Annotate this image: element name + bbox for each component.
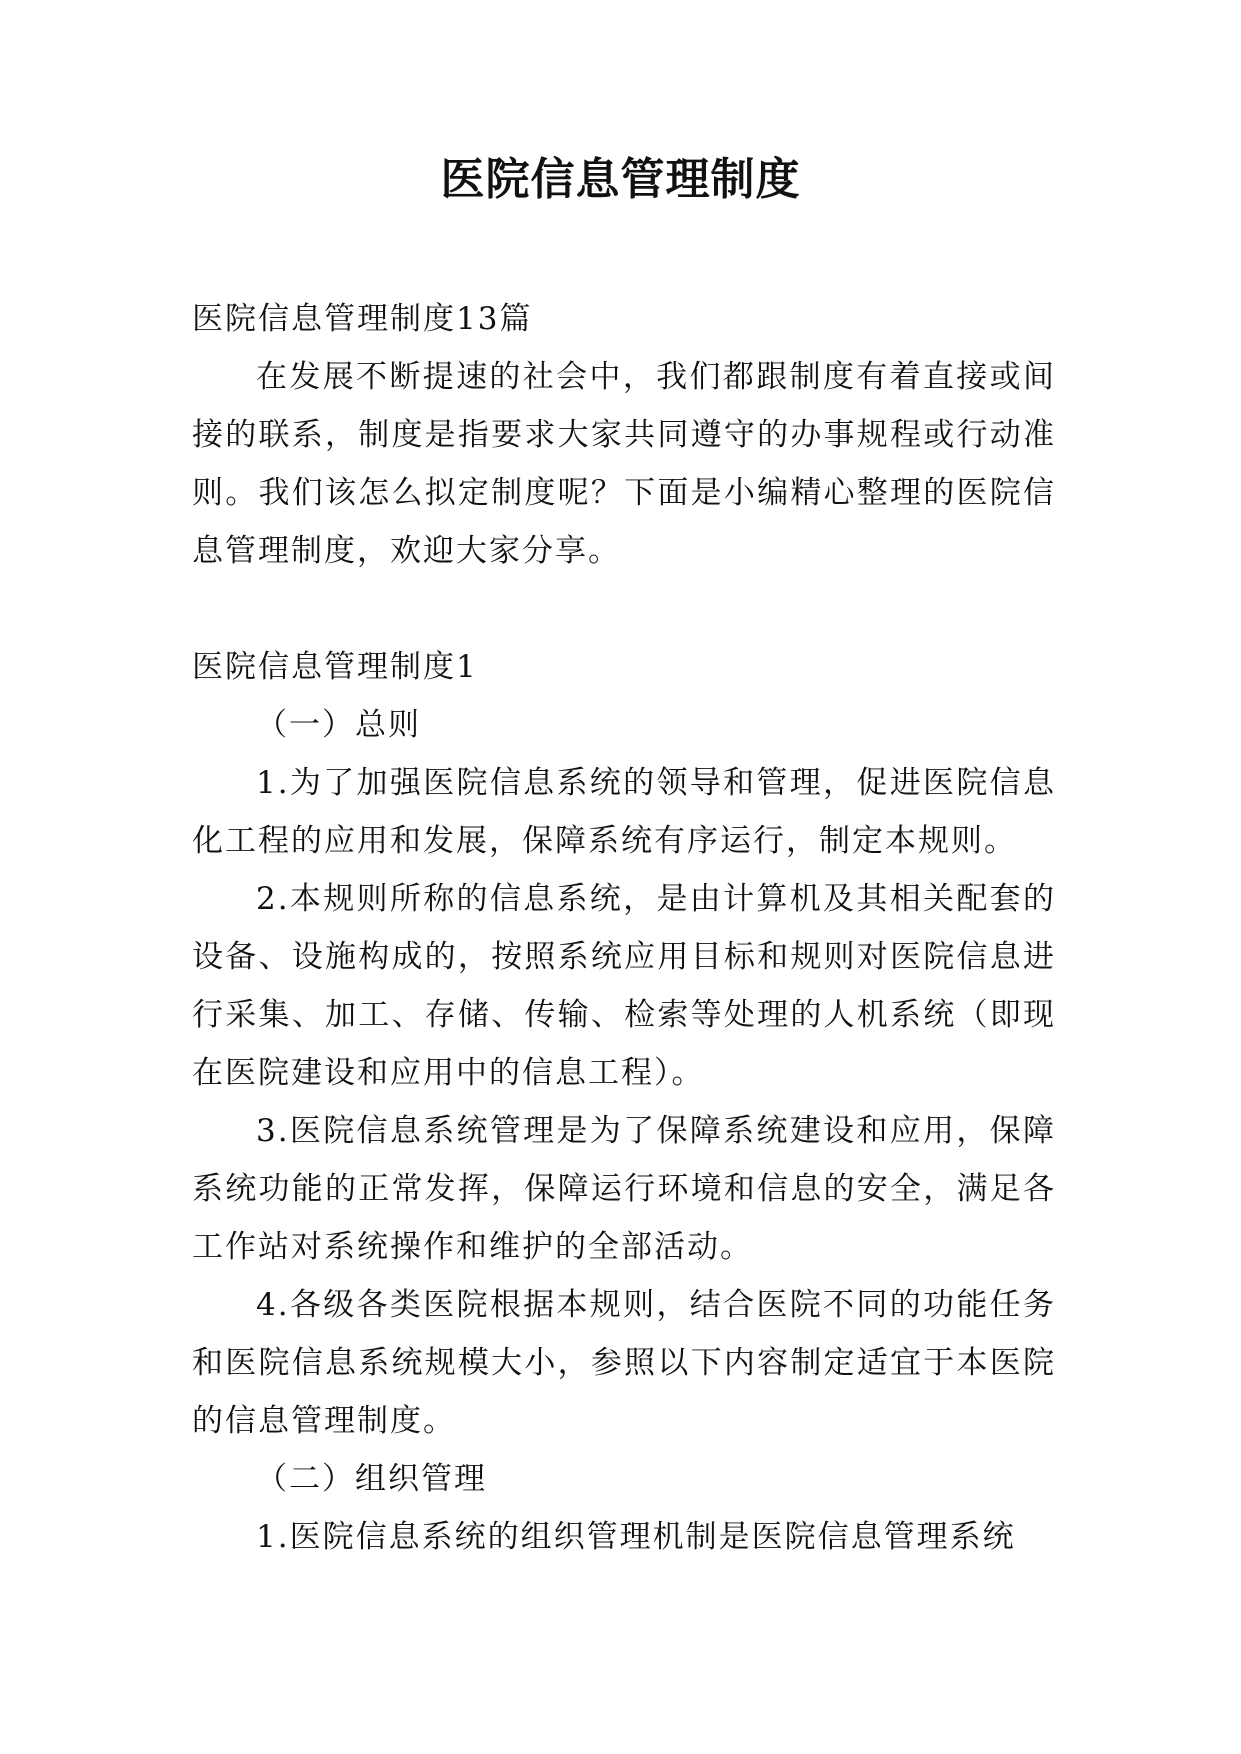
- part1-item: 4.各级各类医院根据本规则，结合医院不同的功能任务和医院信息系统规模大小，参照以下内容制定适宜于本医院的信息管理制度。: [192, 1287, 1056, 1439]
- part1-heading: （一）总则: [256, 707, 421, 743]
- intro-paragraph: 在发展不断提速的社会中，我们都跟制度有着直接或间接的联系，制度是指要求大家共同遵守的办事规程或行动准则。我们该怎么拟定制度呢？下面是小编精心整理的医院信息管理制度，欢迎大家分享。: [192, 359, 1056, 569]
- part1-item: 2.本规则所称的信息系统，是由计算机及其相关配套的设备、设施构成的，按照系统应用目标和规则对医院信息进行采集、加工、存储、传输、检索等处理的人机系统（即现在医院建设和应用中的信息工程）。: [192, 881, 1056, 1091]
- part1-item: 1.为了加强医院信息系统的领导和管理，促进医院信息化工程的应用和发展，保障系统有序运行，制定本规则。: [192, 765, 1056, 859]
- section-heading: 医院信息管理制度1: [192, 649, 478, 685]
- document-body: [192, 290, 1056, 1566]
- part2-item: 1.医院信息系统的组织管理机制是医院信息管理系统: [256, 1519, 1016, 1555]
- part1-item: 3.医院信息系统管理是为了保障系统建设和应用，保障系统功能的正常发挥，保障运行环境和信息的安全，满足各工作站对系统操作和维护的全部活动。: [192, 1113, 1056, 1265]
- part2-heading: （二）组织管理: [256, 1461, 487, 1497]
- document-title: 医院信息管理制度: [440, 154, 801, 205]
- document-subtitle: 医院信息管理制度13篇: [192, 301, 533, 337]
